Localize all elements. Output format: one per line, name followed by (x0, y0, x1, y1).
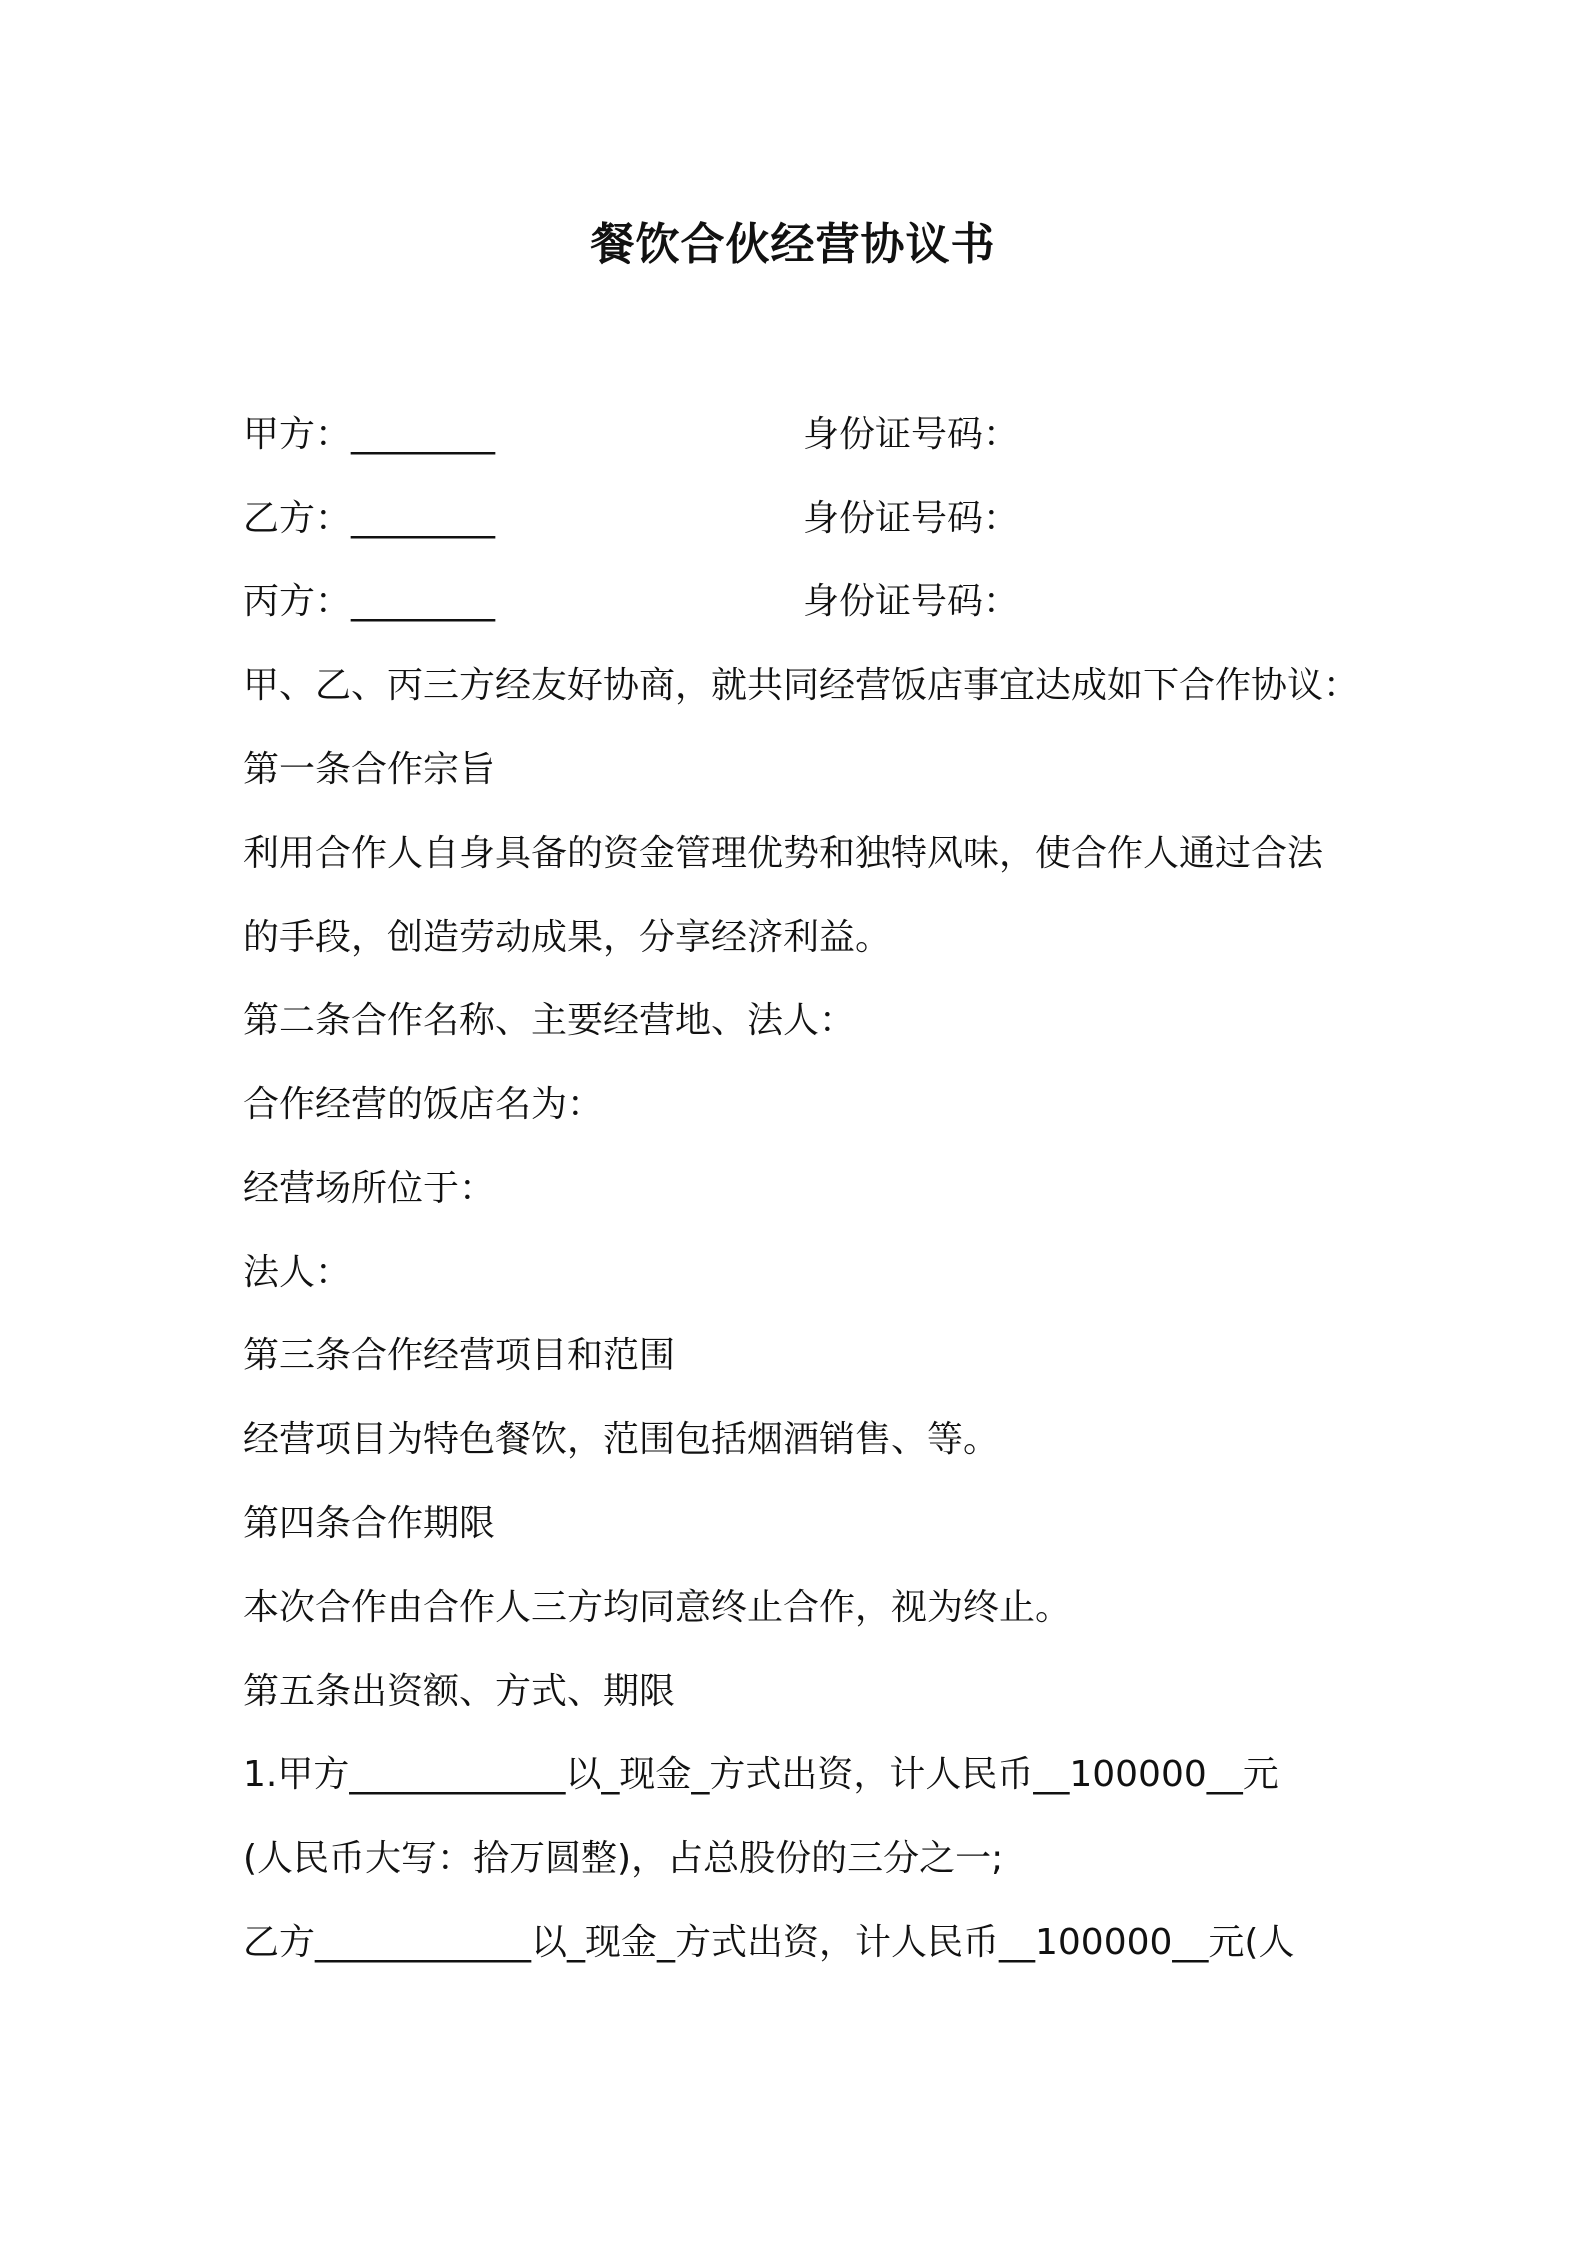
article-4-text: 本次合作由合作人三方均同意终止合作，视为终止。 (243, 1587, 1072, 1628)
article-3-text: 经营项目为特色餐饮，范围包括烟酒销售、等。 (243, 1419, 1000, 1460)
article-1-text-line-1: 利用合作人自身具备的资金管理优势和独特风味，使合作人通过合法 (243, 833, 1324, 874)
article-3-heading: 第三条合作经营项目和范围 (243, 1335, 676, 1376)
article-1-text-line-2: 的手段，创造劳动成果，分享经济利益。 (243, 917, 892, 958)
party-c-label: 丙方：________ (243, 581, 496, 622)
legal-person-line: 法人： (243, 1252, 352, 1293)
restaurant-name-line: 合作经营的饭店名为： (243, 1084, 604, 1125)
article-5-party-b-line-1: 乙方____________以_现金_方式出资，计人民币__100000__元(人 (243, 1922, 1295, 1963)
article-5-party-a-line-2: (人民币大写：拾万圆整)，占总股份的三分之一; (243, 1838, 1004, 1879)
business-location-line: 经营场所位于： (243, 1168, 496, 1209)
party-b-label: 乙方：________ (243, 498, 496, 539)
article-5-heading: 第五条出资额、方式、期限 (243, 1671, 676, 1712)
party-a-label: 甲方：________ (243, 414, 496, 455)
party-c-id-label: 身份证号码： (803, 581, 1020, 622)
document-title: 餐饮合伙经营协议书 (590, 219, 996, 270)
intro-paragraph: 甲、乙、丙三方经友好协商，就共同经营饭店事宜达成如下合作协议： (243, 665, 1360, 706)
article-1-heading: 第一条合作宗旨 (243, 749, 496, 790)
article-4-heading: 第四条合作期限 (243, 1503, 496, 1544)
party-b-id-label: 身份证号码： (803, 498, 1020, 539)
article-5-party-a-line-1: 1.甲方____________以_现金_方式出资，计人民币__100000__元 (243, 1754, 1279, 1795)
article-2-heading: 第二条合作名称、主要经营地、法人： (243, 1000, 856, 1041)
party-a-id-label: 身份证号码： (803, 414, 1020, 455)
